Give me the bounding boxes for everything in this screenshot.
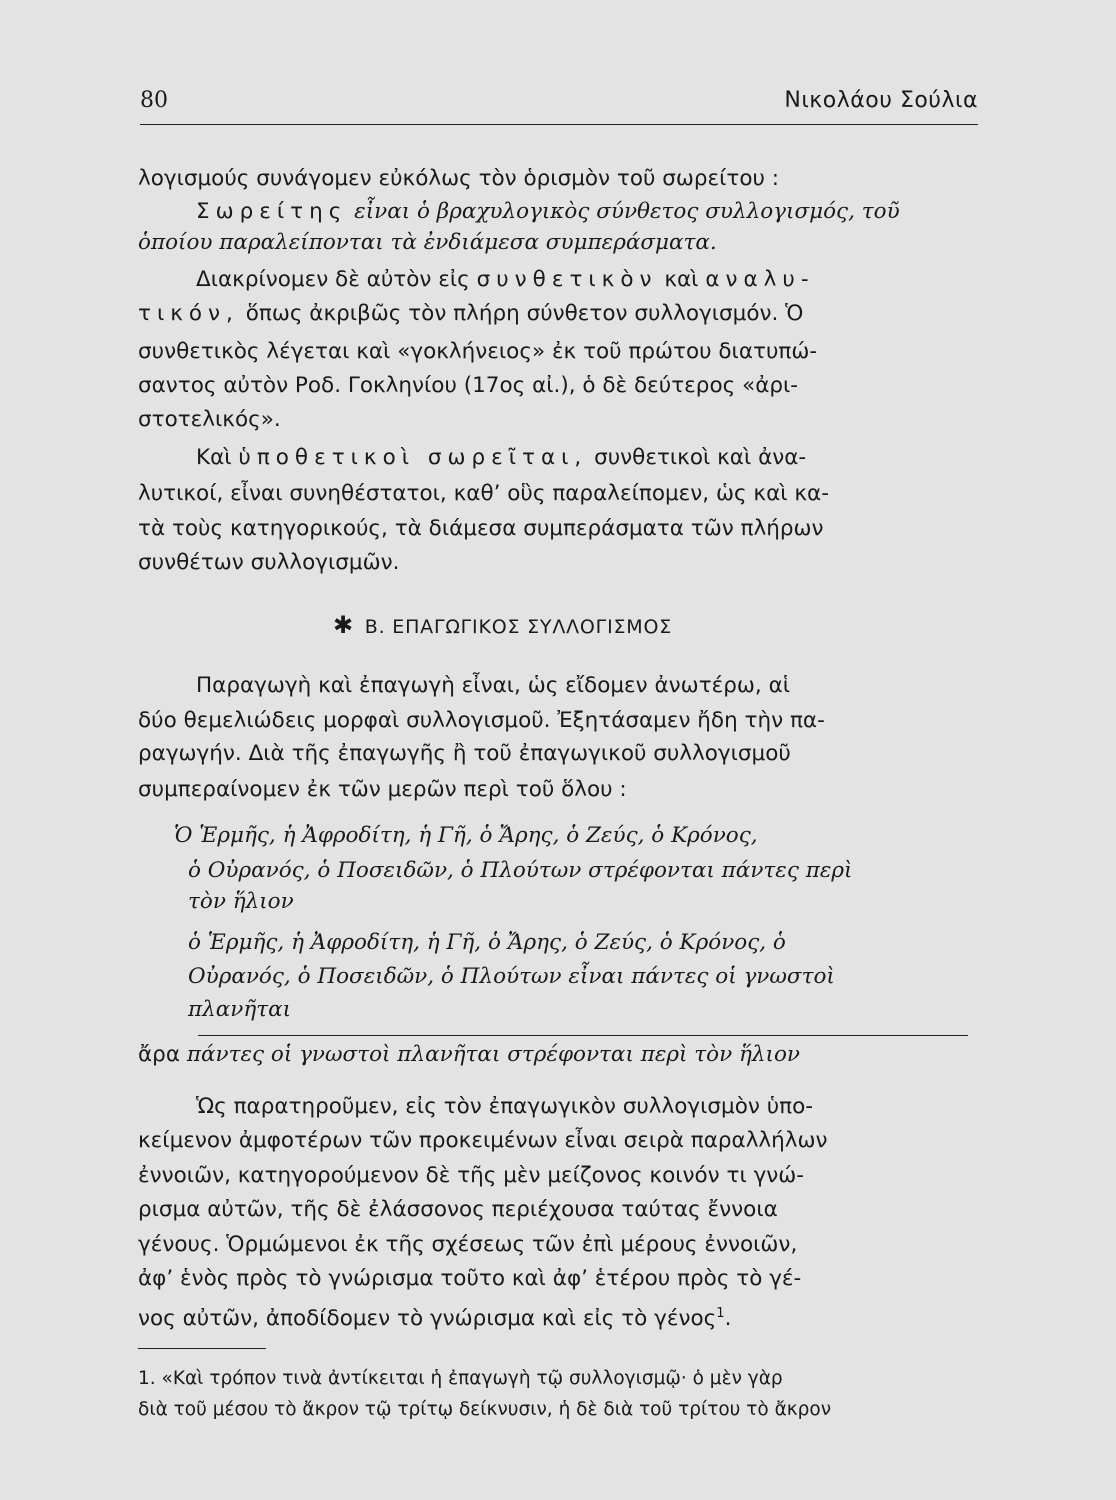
premise-line: ὁ Ἑρμῆς, ἡ Ἀφροδίτη, ἡ Γῆ, ὁ Ἄρης, ὁ Ζεύς, ὁ Κρόνος, ὁ	[188, 930, 786, 955]
page-number: 80	[140, 88, 168, 113]
premise-line: ὁ Οὐρανός, ὁ Ποσειδῶν, ὁ Πλούτων στρέφονται πάντες περὶ	[188, 858, 853, 883]
text-line: τὰ τοὺς κατηγορικούς, τὰ διάμεσα συμπεράσματα τῶν πλήρων	[138, 516, 824, 541]
text-line: Καὶ ὑποθετικοὶ σωρεῖται, συνθετικοὶ καὶ ἀνα-	[196, 445, 807, 470]
text-line: ἐννοιῶν, κατηγορούμενον δὲ τῆς μὲν μείζονος κοινόν τι γνώ-	[138, 1163, 805, 1188]
main-text	[138, 0, 978, 1500]
text-line: λογισμούς συνάγομεν εὐκόλως τὸν ὁρισμὸν τοῦ σωρείτου :	[138, 166, 780, 191]
text-line: νος αὐτῶν, ἀποδίδομεν τὸ γνώρισμα καὶ εἰς τὸ γένος$^1$.	[138, 1306, 732, 1332]
footnote-line: 1. «Καὶ τρόπον τινὰ ἀντίκειται ἡ ἐπαγωγὴ τῷ συλλογισμῷ· ὁ μὲν γὰρ	[138, 1368, 783, 1389]
conclusion-line: ἄρα πάντες οἱ γνωστοὶ πλανῆται στρέφονται περὶ τὸν ἥλιον	[138, 1042, 800, 1067]
text-line: συνθέτων συλλογισμῶν.	[138, 550, 400, 575]
premise-line: Ὁ Ἑρμῆς, ἡ Ἀφροδίτη, ἡ Γῆ, ὁ Ἄρης, ὁ Ζεύς, ὁ Κρόνος,	[174, 823, 758, 848]
footnote-line: διὰ τοῦ μέσου τὸ ἄκρον τῷ τρίτῳ δείκνυσιν, ἡ δὲ διὰ τοῦ τρίτου τὸ ἄκρον	[138, 1399, 832, 1420]
text-line: σαντος αὐτὸν Ροδ. Γοκληνίου (17ος αἰ.), ὁ δὲ δεύτερος «ἀρι-	[138, 373, 799, 398]
text-line: γένους. Ὁρμώμενοι ἐκ τῆς σχέσεως τῶν ἐπὶ μέρους ἐννοιῶν,	[138, 1232, 798, 1257]
text-line: συνθετικὸς λέγεται καὶ «γοκλήνειος» ἐκ τοῦ πρώτου διατυπώ-	[138, 339, 818, 364]
premise-line: πλανῆται	[188, 997, 292, 1022]
conclusion-rule	[198, 1035, 968, 1036]
text-line: ἀφ’ ἑνὸς πρὸς τὸ γνώρισμα τοῦτο καὶ ἀφ’ ἑτέρου πρὸς τὸ γέ-	[138, 1266, 802, 1291]
text-line: ραγωγήν. Διὰ τῆς ἐπαγωγῆς ἢ τοῦ ἐπαγωγικοῦ συλλογισμοῦ	[138, 741, 791, 766]
text-line: Ὡς παρατηροῦμεν, εἰς τὸν ἐπαγωγικὸν συλλογισμὸν ὑπο-	[196, 1094, 814, 1119]
section-heading: ✱ Β. ΕΠΑΓΩΓΙΚΟΣ ΣΥΛΛΟΓΙΣΜΟΣ	[333, 611, 673, 639]
footnote-ref: 1	[716, 1306, 725, 1321]
text-line: λυτικοί, εἶναι συνηθέστατοι, καθ’ οὓς παραλείπομεν, ὡς καὶ κα-	[138, 481, 829, 506]
text-line: στοτελικός».	[138, 407, 281, 432]
text-line: ρισμα αὐτῶν, τῆς δὲ ἐλάσσονος περιέχουσα ταύτας ἔννοια	[138, 1197, 778, 1222]
text-line: δύο θεμελιώδεις μορφαὶ συλλογισμοῦ. Ἐξητάσαμεν ἤδη τὴν πα-	[138, 708, 825, 733]
premise-line: τὸν ἥλιον	[188, 889, 294, 914]
running-head: Νικολάου Σούλια	[784, 88, 978, 113]
term-soreites: Σωρείτης	[196, 199, 348, 224]
text-line: Διακρίνομεν δὲ αὐτὸν εἰς συνθετικὸν καὶ αναλυ-	[196, 267, 815, 292]
text-line: συμπεραίνομεν ἐκ τῶν μερῶν περὶ τοῦ ὅλου :	[138, 777, 627, 802]
text-line: Σωρείτης εἶναι ὁ βραχυλογικὸς σύνθετος συλλογισμός, τοῦ	[196, 199, 900, 224]
text-line: ὁποίου παραλείπονται τὰ ἐνδιάμεσα συμπεράσματα.	[138, 230, 717, 255]
asterisk-mark-icon: ✱	[333, 611, 354, 639]
footnote-separator	[138, 1348, 266, 1349]
premise-line: Οὐρανός, ὁ Ποσειδῶν, ὁ Πλούτων εἶναι πάντες οἱ γνωστοὶ	[188, 964, 835, 989]
text-line: τικόν, ὅπως ἀκριβῶς τὸν πλήρη σύνθετον συλλογισμόν. Ὁ	[138, 301, 804, 326]
text-line: Παραγωγὴ καὶ ἐπαγωγὴ εἶναι, ὡς εἴδομεν ἀνωτέρω, αἱ	[196, 673, 791, 698]
text-line: κείμενον ἀμφοτέρων τῶν προκειμένων εἶναι σειρὰ παραλλήλων	[138, 1128, 828, 1153]
